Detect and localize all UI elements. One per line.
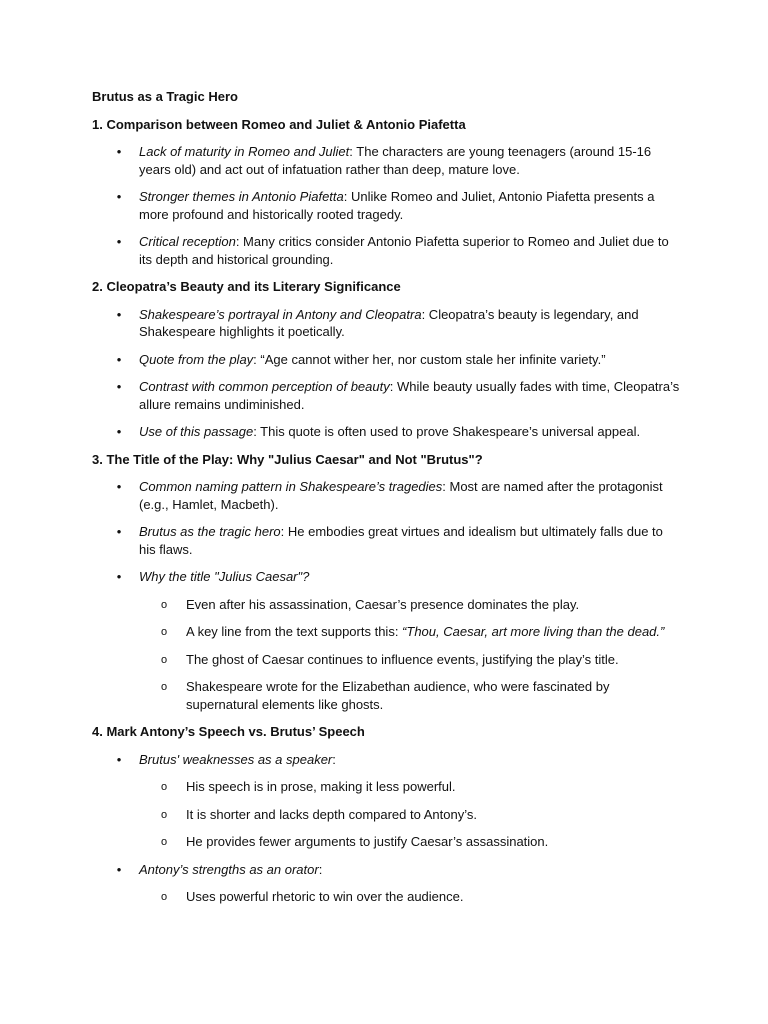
item-term: Brutus' weaknesses as a speaker — [139, 751, 333, 767]
sub-item-text: A key line from the text supports this: — [186, 624, 403, 639]
list-item — [92, 751, 682, 851]
sub-item-text: Uses powerful rhetoric to win over the audience. — [186, 889, 464, 904]
document-title: Brutus as a Tragic Hero — [92, 89, 238, 104]
bullet-icon: • — [116, 189, 122, 204]
circle-bullet-icon: o — [161, 626, 168, 638]
item-text: : — [318, 861, 323, 877]
item-term: Critical reception — [139, 234, 236, 249]
item-term: Brutus as the tragic hero — [139, 524, 281, 539]
section-4-list — [92, 751, 682, 906]
list-item — [92, 188, 682, 223]
item-text: : This quote is often used to prove Shakespeare’s universal appeal. — [253, 424, 641, 439]
bullet-icon: • — [116, 861, 122, 877]
bullet-icon: • — [116, 569, 122, 584]
document-page — [92, 88, 682, 916]
circle-bullet-icon: o — [161, 891, 168, 903]
list-item — [92, 378, 682, 413]
list-item — [92, 306, 682, 341]
sub-list-item — [139, 833, 682, 851]
sub-list — [139, 888, 682, 906]
list-item — [92, 523, 682, 558]
circle-bullet-icon: o — [161, 681, 168, 693]
sub-list-item — [139, 623, 682, 641]
bullet-icon: • — [116, 351, 122, 367]
item-term: Common naming pattern in Shakespeare’s tragedies — [139, 479, 443, 494]
list-item — [92, 861, 682, 906]
list-item — [92, 143, 682, 178]
section-heading-4: 4. Mark Antony’s Speech vs. Brutus’ Speech — [92, 724, 365, 739]
bullet-icon: • — [116, 234, 122, 249]
item-text: : While beauty usually fades with time, Cleopatra’s allure remains undiminished. — [139, 379, 680, 412]
sub-item-text: Even after his assassination, Caesar’s presence dominates the play. — [186, 596, 580, 612]
sub-list — [139, 778, 682, 851]
item-term: Use of this passage — [139, 424, 254, 439]
section-2-list — [92, 306, 682, 441]
bullet-icon: • — [116, 751, 122, 767]
list-item — [92, 351, 682, 369]
item-term: Stronger themes in Antonio Piafetta — [139, 189, 344, 204]
sub-list-item — [139, 596, 682, 614]
item-text: : Most are named after the protagonist (e.g., Hamlet, Macbeth). — [139, 479, 663, 512]
bullet-icon: • — [116, 424, 122, 439]
sub-item-text: Shakespeare wrote for the Elizabethan audience, who were fascinated by supernatural elements like ghosts. — [186, 679, 610, 712]
sub-item-quote: “Thou, Caesar, art more living than the dead.” — [402, 624, 665, 639]
sub-list-item — [139, 778, 682, 796]
sub-list-item — [139, 678, 682, 713]
sub-item-text: His speech is in prose, making it less powerful. — [186, 779, 456, 794]
section-1-list — [92, 143, 682, 268]
item-text: : “Age cannot wither her, nor custom stale her infinite variety.” — [253, 351, 606, 367]
section-heading-2: 2. Cleopatra’s Beauty and its Literary Significance — [92, 279, 401, 294]
bullet-icon: • — [116, 306, 122, 322]
circle-bullet-icon: o — [161, 653, 168, 666]
circle-bullet-icon: o — [161, 808, 168, 821]
section-heading-3: 3. The Title of the Play: Why "Julius Caesar" and Not "Brutus"? — [92, 451, 483, 467]
item-text: : He embodies great virtues and idealism but ultimately falls due to his flaws. — [139, 524, 663, 557]
item-term: Why the title "Julius Caesar"? — [139, 569, 310, 584]
list-item — [92, 233, 682, 268]
circle-bullet-icon: o — [161, 781, 168, 793]
bullet-icon: • — [116, 479, 122, 494]
bullet-icon: • — [116, 524, 122, 539]
sub-item-text: He provides fewer arguments to justify Caesar’s assassination. — [186, 834, 549, 849]
section-3-list — [92, 478, 682, 713]
sub-list — [139, 596, 682, 714]
section-heading-1: 1. Comparison between Romeo and Juliet & Antonio Piafetta — [92, 116, 466, 132]
item-text: : — [332, 751, 336, 767]
item-text: : Many critics consider Antonio Piafetta superior to Romeo and Juliet due to its depth and historical grounding. — [139, 234, 669, 267]
item-text: : The characters are young teenagers (around 15-16 years old) and act out of infatuation rather than deep, mature love. — [139, 144, 652, 177]
bullet-icon: • — [116, 379, 122, 394]
item-text: : Cleopatra’s beauty is legendary, and Shakespeare highlights it poetically. — [139, 306, 639, 339]
circle-bullet-icon: o — [161, 836, 168, 848]
list-item — [92, 568, 682, 713]
sub-item-text: It is shorter and lacks depth compared to Antony’s. — [186, 806, 477, 822]
list-item — [92, 423, 682, 441]
item-term: Lack of maturity in Romeo and Juliet — [139, 144, 350, 159]
item-term: Shakespeare’s portrayal in Antony and Cleopatra — [139, 306, 422, 322]
sub-item-text: The ghost of Caesar continues to influence events, justifying the play’s title. — [186, 651, 619, 667]
item-term: Antony’s strengths as an orator — [139, 861, 319, 877]
item-term: Quote from the play — [139, 351, 254, 367]
circle-bullet-icon: o — [161, 598, 168, 611]
sub-list-item — [139, 651, 682, 669]
list-item — [92, 478, 682, 513]
sub-list-item — [139, 888, 682, 906]
sub-list-item — [139, 806, 682, 824]
item-text: : Unlike Romeo and Juliet, Antonio Piafetta presents a more profound and historically rooted tragedy. — [139, 189, 655, 222]
bullet-icon: • — [116, 144, 122, 159]
item-term: Contrast with common perception of beauty — [139, 379, 390, 394]
